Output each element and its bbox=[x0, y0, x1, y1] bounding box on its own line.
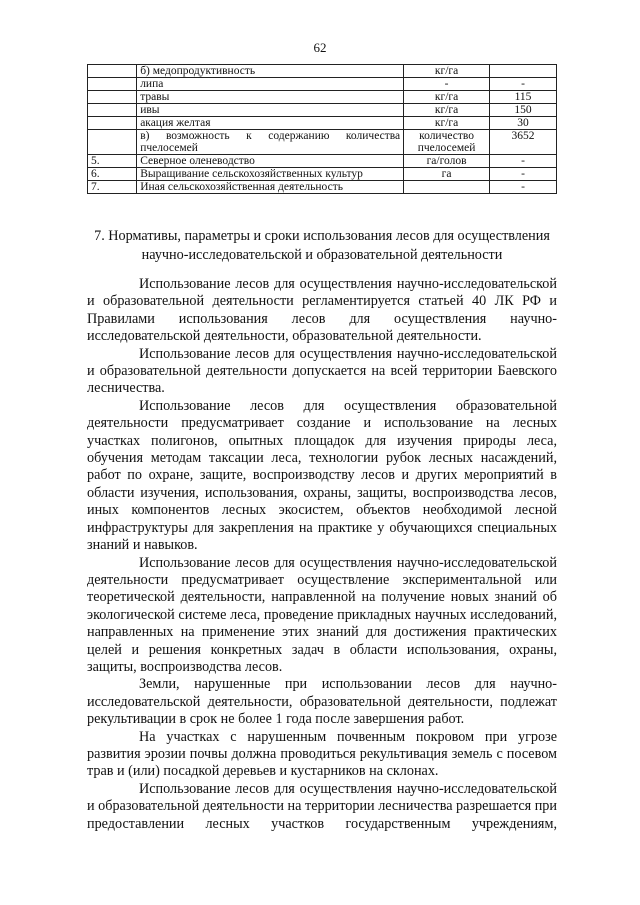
table-row bbox=[88, 181, 557, 194]
paragraph: Использование лесов для осуществления научно-исследовательской деятельности предусматривает осуществление экспериментальной или теоретической деятельности, направленной на получение новых знаний об экологической системе леса, проведение прикладных научных исследований, направленных на применение этих знаний для достижения практических целей и решения конкретных задач в области использования, охраны, защиты, воспроизводства лесов. bbox=[87, 554, 557, 675]
table-cell-value: - bbox=[489, 168, 556, 181]
table-row bbox=[88, 91, 557, 104]
table-cell-unit: количество пчелосемей bbox=[404, 130, 490, 155]
paragraph: Использование лесов для осуществления научно-исследовательской и образовательной деятельности регламентируется статьей 40 ЛК РФ и Правилами использования лесов для осуществления научно-исследовательской деятельности, образовательной деятельности. bbox=[87, 276, 557, 345]
paragraph: Использование лесов для осуществления научно-исследовательской и образовательной деятельности на территории лесничества разрешается при предоставлении лесных участков государственным учреждениям, bbox=[87, 780, 557, 832]
paragraph: Земли, нарушенные при использовании лесов для научно-исследовательской деятельности, образовательной деятельности, подлежат рекультивации в срок не более 1 года после завершения работ. bbox=[87, 676, 557, 728]
table-cell-num bbox=[88, 117, 137, 130]
table-cell-name: травы bbox=[137, 91, 404, 104]
table-cell-value: - bbox=[489, 181, 556, 194]
table-row bbox=[88, 168, 557, 181]
table-cell-num bbox=[88, 78, 137, 91]
table-cell-value bbox=[489, 65, 556, 78]
table-cell-name: липа bbox=[137, 78, 404, 91]
table-cell-unit: кг/га bbox=[404, 65, 490, 78]
table-cell-num bbox=[88, 91, 137, 104]
table-cell-value: - bbox=[489, 78, 556, 91]
table-cell-name: Северное оленеводство bbox=[137, 155, 404, 168]
table-cell-num: 7. bbox=[88, 181, 137, 194]
table-row bbox=[88, 117, 557, 130]
paragraph: На участках с нарушенным почвенным покровом при угрозе развития эрозии почвы должна проводиться рекультивация земель с посевом трав и (или) посадкой деревьев и кустарников на склонах. bbox=[87, 728, 557, 780]
table-cell-unit: кг/га bbox=[404, 104, 490, 117]
table-cell-num: 6. bbox=[88, 168, 137, 181]
agriculture-table bbox=[87, 64, 557, 194]
paragraph: Использование лесов для осуществления научно-исследовательской и образовательной деятельности допускается на всей территории Баевского лесничества. bbox=[87, 345, 557, 397]
table-cell-num bbox=[88, 65, 137, 78]
table-cell-unit: кг/га bbox=[404, 91, 490, 104]
table-cell-name: в) возможность к содержанию количества пчелосемей bbox=[137, 130, 404, 155]
paragraph: Использование лесов для осуществления образовательной деятельности предусматривает создание и использование на лесных участках полигонов, опытных площадок для изучения природы леса, обучения методам таксации леса, технологии рубок лесных насаждений, работ по охране, защите, воспроизводству лесов и других мероприятий в области изучения, использования, охраны, защиты, воспроизводства лесов, иных компонентов лесных экосистем, объектов необходимой лесной инфраструктуры для закрепления на практике у обучающихся специальных знаний и навыков. bbox=[87, 397, 557, 554]
table-cell-unit: га/голов bbox=[404, 155, 490, 168]
table-cell-name: Выращивание сельскохозяйственных культур bbox=[137, 168, 404, 181]
section-heading: 7. Нормативы, параметры и сроки использования лесов для осуществления научно-исследовательской и образовательной деятельности bbox=[94, 228, 550, 263]
table-cell-value: - bbox=[489, 155, 556, 168]
table-row bbox=[88, 130, 557, 155]
table-row bbox=[88, 78, 557, 91]
table-cell-name: ивы bbox=[137, 104, 404, 117]
table-cell-unit: кг/га bbox=[404, 117, 490, 130]
table-row bbox=[88, 155, 557, 168]
table-cell-num: 5. bbox=[88, 155, 137, 168]
table-row bbox=[88, 104, 557, 117]
table-cell-value: 115 bbox=[489, 91, 556, 104]
table-cell-name: акация желтая bbox=[137, 117, 404, 130]
table-cell-name: Иная сельскохозяйственная деятельность bbox=[137, 181, 404, 194]
table-cell-value: 30 bbox=[489, 117, 556, 130]
table-cell-unit: га bbox=[404, 168, 490, 181]
table-cell-unit bbox=[404, 181, 490, 194]
table-cell-name: б) медопродуктивность bbox=[137, 65, 404, 78]
table-cell-num bbox=[88, 130, 137, 155]
table-cell-unit: - bbox=[404, 78, 490, 91]
table-cell-value: 150 bbox=[489, 104, 556, 117]
page-number: 62 bbox=[313, 40, 327, 55]
table-cell-num bbox=[88, 104, 137, 117]
table-cell-value: 3652 bbox=[489, 130, 556, 155]
body-text bbox=[87, 276, 557, 833]
table-row bbox=[88, 65, 557, 78]
